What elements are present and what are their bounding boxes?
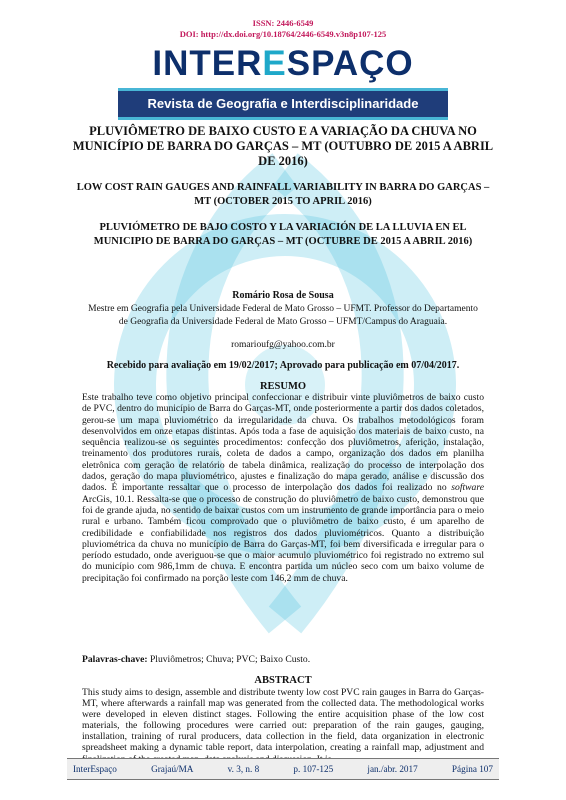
- footer-journal: InterEspaço: [73, 764, 117, 774]
- author-email[interactable]: romarioufg@yahoo.com.br: [231, 340, 335, 350]
- abstract-heading: ABSTRACT: [254, 675, 312, 686]
- received-dates: Recebido para avaliação em 19/02/2017; Aprovado para publicação em 07/04/2017.: [106, 360, 460, 371]
- keywords-label: Palavras-chave:: [82, 654, 148, 665]
- issn-text: ISSN: 2446-6549: [252, 18, 314, 28]
- logo-part2: E: [262, 44, 287, 83]
- keywords-line: [82, 654, 484, 665]
- title-english: LOW COST RAIN GAUGES AND RAINFALL VARIABILITY IN BARRA DO GARÇAS – MT (OCTOBER 2015 TO APRIL 2016): [76, 182, 490, 207]
- author-affiliation: Mestre em Geografia pela Universidade Federal de Mato Grosso – UFMT. Professor do Departamento de Geografia da Universidade Federal de Mato Grosso – UFMT/Campus do Araguaia.: [88, 304, 478, 327]
- title-spanish: PLUVIÓMETRO DE BAJO COSTO Y LA VARIACIÓN DE LA LLUVIA EN EL MUNICIPIO DE BARRA DO GARÇAS – MT (OCTUBRE DE 2015 A ABRIL 2016): [93, 222, 473, 247]
- abstract-text: This study aims to design, assemble and distribute twenty low cost PVC rain gauges in Barra do Garças-MT, where afterwards a rainfall map was generated from the collected data. The methodological works were developed in eleven distinct stages. Following the entire acquisition phase of the low cost materials, the following procedures were carried out: preparation of the rain gauges, gauging, installation, training of rural producers, data collection in the field, data organization in electronic spreadsheet making a dynamic table report, data interpolation, creating a rainfall map, adjustment and: [82, 687, 484, 754]
- title-portuguese: PLUVIÔMETRO DE BAIXO CUSTO E A VARIAÇÃO DA CHUVA NO MUNICÍPIO DE BARRA DO GARÇAS – MT (OUTUBRO DE 2015 A ABRIL DE 2016): [72, 124, 494, 168]
- author-name: Romário Rosa de Sousa: [232, 290, 334, 301]
- resumo-part2: ArcGis, 10.1. Ressalta-se que o processo de construção do pluviômetro de baixo custo, demonstrou que foi de grande ajuda, no sentido de baixar custos com um instrumento de grande importância para o meio rural e urbano. Também ficou comprovado que o pluviômetro de baixo custo, é um aparelho de credibilidade e confiabilidade nos registros dos dados pluviométricos. Quanto a distribuição pluviométrica da chuva no município de Barra do Garças-MT, foi bem diversificada e irregular para o período estudado, onde averiguou-se que o maior acumulo pluviométrico foi registrado no extremo sul do município com 986,1mm de chuva. E encontra partida um núcleo seco com um baixo volume de precipitação foi confirmado na porção leste com 146,2 mm de chuva.: [82, 493, 484, 584]
- logo-part3: SPAÇO: [286, 44, 414, 83]
- footer-period: jan./abr. 2017: [367, 764, 418, 774]
- journal-logo: [118, 44, 448, 84]
- resumo-text: [82, 392, 484, 584]
- footer-place: Grajaú/MA: [151, 764, 194, 774]
- footer-page-number: Página 107: [451, 764, 493, 774]
- resumo-heading: RESUMO: [259, 381, 307, 392]
- page-footer: [67, 758, 499, 780]
- resumo-software-word: software: [451, 482, 484, 494]
- journal-subtitle-banner: Revista de Geografia e Interdisciplinaridade: [118, 88, 448, 120]
- footer-pages: p. 107-125: [293, 764, 334, 774]
- doi-link[interactable]: DOI: http://dx.doi.org/10.18764/2446-6549.v3n8p107-125: [179, 29, 387, 39]
- logo-part1: INTER: [152, 44, 263, 83]
- keywords-value: Pluviômetros; Chuva; PVC; Baixo Custo.: [149, 654, 311, 665]
- issn-doi-block: [0, 18, 566, 40]
- resumo-part1: Este trabalho teve como objetivo principal confeccionar e distribuir vinte pluviômetros de baixo custo de PVC, dentro do município de Barra do Garças-MT, onde posteriormente a partir dos dados coletados, gerou-se um mapa pluviométrico da irregularidade da chuva. Os trabalhos metodológicos foram desenvolvidos em onze etapas distintas. Após toda a fase de aquisição dos materiais de baixo custo, na sequência realizou-se os seguintes procedimentos: confecção dos pluviômetros, aferição, instalação, treinamento dos produtores rurais, coleta de dados a campo, organização dos dados em planilha eletrônica com geração de relatório de tabela dinâmica, realização do processo de interpolação dos dados, geração do mapa pluviométrico, ajustes e finalização do mapa gerado, análise e discussão dos dados. É importante ressaltar que o processo de interpolação dos dados foi realizado no: [82, 392, 484, 494]
- footer-volume: v. 3, n. 8: [227, 764, 260, 774]
